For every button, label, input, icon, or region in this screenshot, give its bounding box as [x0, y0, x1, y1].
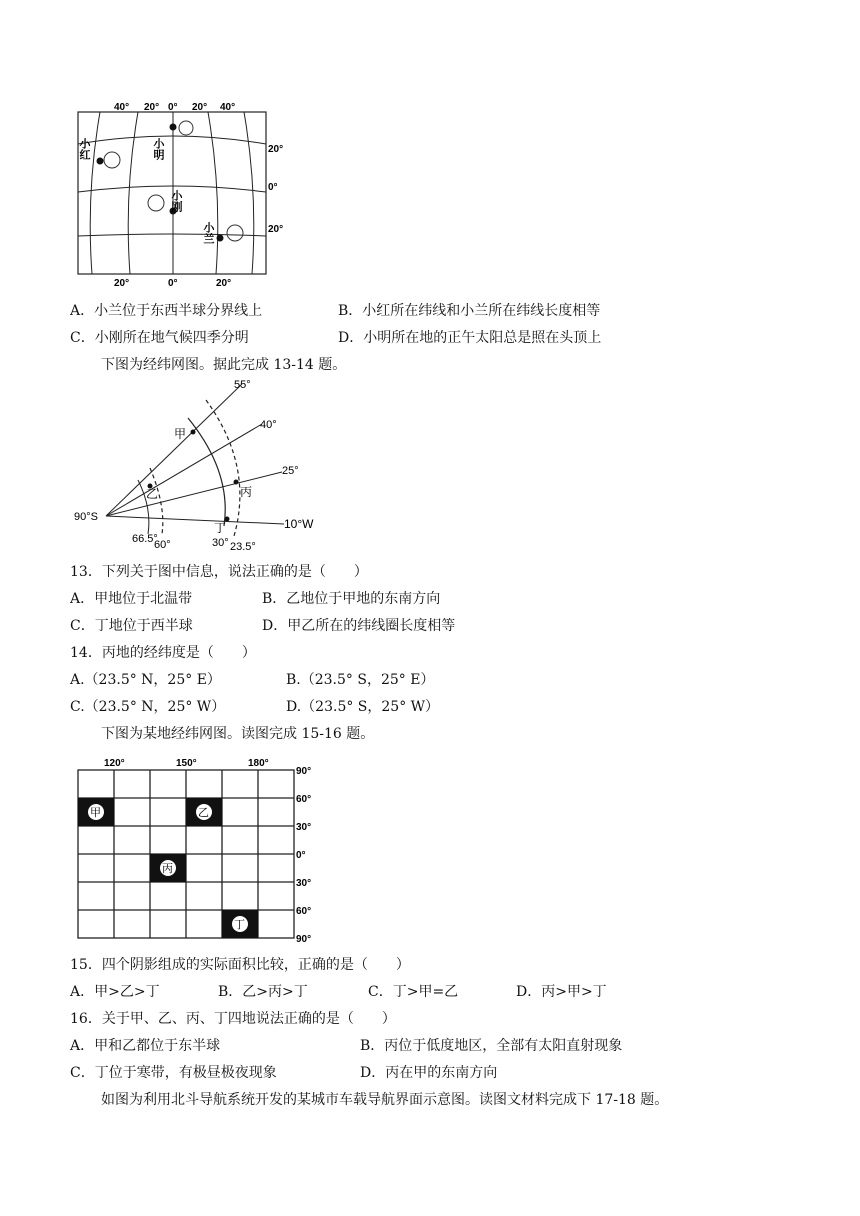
- q13-option-b: B．乙地位于甲地的东南方向: [262, 591, 441, 607]
- fig3-right-label: 0°: [296, 850, 306, 861]
- q14-stem: 14．丙地的经纬度是（ ）: [70, 645, 256, 661]
- q15-option-d: D．丙>甲>丁: [516, 984, 607, 1000]
- q15-option-c: C．丁>甲=乙: [368, 984, 459, 1000]
- q12-option-c: C．小刚所在地气候四季分明: [70, 330, 249, 346]
- fig1-top-tick: 0°: [168, 102, 178, 113]
- fig3-right-label: 60°: [296, 906, 312, 917]
- q12-option-d: D．小明所在地的正午太阳总是照在头顶上: [338, 330, 602, 346]
- fig1-right-tick: 0°: [268, 182, 278, 193]
- fig1-right-tick: 20°: [268, 224, 284, 235]
- q13-option-c: C．丁地位于西半球: [70, 618, 193, 634]
- fig2-lon-label: 55°: [234, 379, 251, 391]
- figure-graticule-children: [72, 98, 297, 288]
- q14-option-a: A.（23.5° N，25° E）: [70, 672, 221, 688]
- cell-yi: 乙: [198, 807, 209, 819]
- fig1-top-tick: 40°: [114, 102, 130, 113]
- cell-jia: 甲: [90, 807, 101, 819]
- q14-option-b: B.（23.5° S，25° E）: [286, 672, 435, 688]
- fig3-right-label: 90°: [296, 766, 312, 777]
- q12-option-b: B．小红所在纬线和小兰所在纬线长度相等: [338, 303, 601, 319]
- q13-option-a: A．甲地位于北温带: [70, 591, 193, 607]
- fig3-right-label: 60°: [296, 794, 312, 805]
- fig3-top-label: 120°: [104, 758, 125, 769]
- cell-bing: 丙: [162, 863, 173, 875]
- fig2-lat-label: 23.5°: [230, 541, 256, 553]
- fig3-right-label: 90°: [296, 934, 312, 944]
- label-xiaogang: 小刚: [170, 190, 182, 212]
- label-xiaoming: 小明: [152, 138, 164, 160]
- point-bing: 丙: [240, 485, 253, 499]
- q16-option-a: A．甲和乙都位于东半球: [70, 1038, 221, 1054]
- fig3-right-label: 30°: [296, 878, 312, 889]
- fig3-top-label: 180°: [248, 758, 269, 769]
- q13-option-d: D．甲乙所在的纬线圈长度相等: [262, 618, 456, 634]
- point-yi: 乙: [146, 487, 159, 501]
- fig2-lon-label: 10°W: [284, 517, 314, 531]
- fig2-lat-label: 60°: [154, 539, 171, 551]
- fig1-bottom-tick: 20°: [114, 278, 130, 288]
- fig2-pole-label: 90°S: [74, 511, 98, 523]
- fig3-top-label: 150°: [176, 758, 197, 769]
- fig2-lat-label: 66.5°: [132, 533, 158, 545]
- fig1-top-tick: 40°: [220, 102, 236, 113]
- cell-ding: 丁: [234, 919, 245, 931]
- fig2-lon-label: 40°: [260, 419, 277, 431]
- q13-stem: 13．下列关于图中信息，说法正确的是（ ）: [70, 564, 368, 580]
- q14-option-c: C.（23.5° N，25° W）: [70, 699, 226, 715]
- fig2-lon-label: 25°: [282, 465, 299, 477]
- fig1-right-tick: 20°: [268, 144, 284, 155]
- fig1-top-tick: 20°: [192, 102, 208, 113]
- q16-stem: 16．关于甲、乙、丙、丁四地说法正确的是（ ）: [70, 1011, 396, 1027]
- label-xiaohong: 小红: [78, 138, 90, 160]
- label-xiaolan: 小兰: [202, 222, 214, 244]
- figure-grid-graticule: [72, 752, 332, 944]
- q14-option-d: D.（23.5° S，25° W）: [286, 699, 440, 715]
- intro-13-14: 下图为经纬网图。据此完成 13-14 题。: [101, 357, 347, 373]
- fig1-top-tick: 20°: [144, 102, 160, 113]
- intro-17-18: 如图为利用北斗导航系统开发的某城市车载导航界面示意图。读图文材料完成下 17-18 题。: [101, 1092, 669, 1108]
- fig2-lat-label: 30°: [212, 537, 229, 549]
- q15-stem: 15．四个阴影组成的实际面积比较，正确的是（ ）: [70, 957, 410, 973]
- fig3-right-label: 30°: [296, 822, 312, 833]
- q16-option-c: C．丁位于寒带，有极昼极夜现象: [70, 1065, 277, 1081]
- point-jia: 甲: [174, 427, 187, 441]
- q15-option-a: A．甲>乙>丁: [70, 984, 160, 1000]
- figure-polar-graticule: [70, 376, 330, 556]
- q16-option-b: B．丙位于低度地区，全部有太阳直射现象: [360, 1038, 623, 1054]
- intro-15-16: 下图为某地经纬网图。读图完成 15-16 题。: [101, 726, 375, 742]
- q15-option-b: B．乙>丙>丁: [218, 984, 308, 1000]
- q12-option-a: A．小兰位于东西半球分界线上: [70, 303, 263, 319]
- fig1-bottom-tick: 0°: [168, 278, 178, 288]
- point-ding: 丁: [214, 521, 227, 535]
- q16-option-d: D．丙在甲的东南方向: [360, 1065, 498, 1081]
- fig1-bottom-tick: 20°: [216, 278, 232, 288]
